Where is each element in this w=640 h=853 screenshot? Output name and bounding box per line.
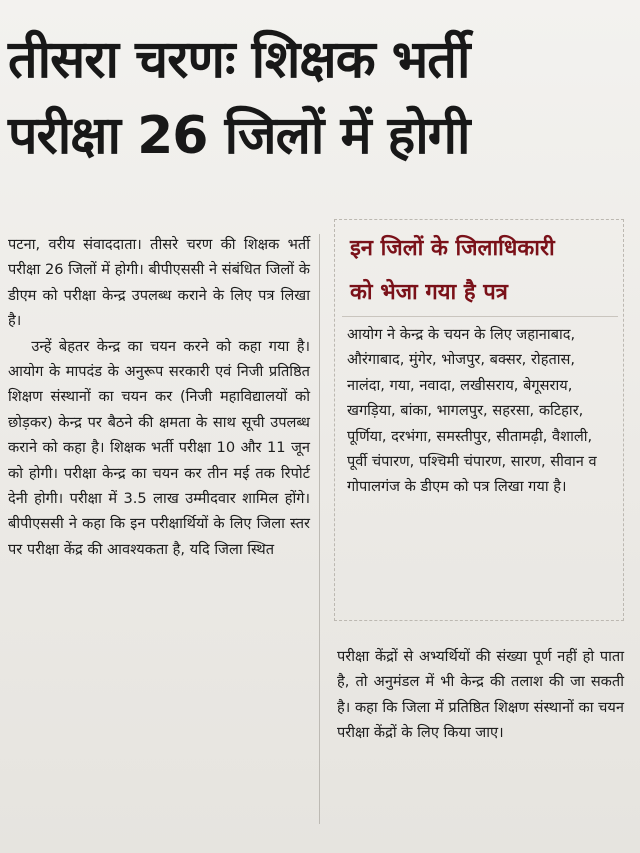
article-left-column bbox=[8, 232, 310, 562]
headline bbox=[8, 22, 632, 174]
sidebar-heading-line-1: इन जिलों के जिलाधिकारी bbox=[350, 236, 555, 261]
article-paragraph-2: उन्हें बेहतर केन्द्र का चयन करने को कहा गया है। आयोग के मापदंड के अनुरूप सरकारी एवं निजी प्रतिष्ठित शिक्षण संस्थानों का चयन कर (निजी महाविद्यालयों को छोड़कर) केन्द्र पर बैठने की क्षमता के साथ सूची उपलब्ध कराने को कहा है। शिक्षक भर्ती परीक्षा 10 और 11 जून को होगी। परीक्षा केन्द्र का चयन कर तीन मई तक रिपोर्ट देनी होगी। परीक्षा में 3.5 लाख उम्मीदवार शामिल होंगे। बीपीएससी ने कहा कि इन परीक्षार्थियों के लिए जिला स्तर पर परीक्षा केंद्र की आवश्यकता है, यदि जिला स्थित bbox=[8, 337, 310, 558]
headline-line-1: तीसरा चरणः शिक्षक भर्ती bbox=[8, 30, 470, 90]
sidebar-heading-line-2: को भेजा गया है पत्र bbox=[350, 280, 508, 305]
sidebar-heading bbox=[350, 227, 620, 315]
sidebar-body: आयोग ने केन्द्र के चयन के लिए जहानाबाद, औरंगाबाद, मुंगेर, भोजपुर, बक्सर, रोहतास, नालंदा, गया, नवादा, लखीसराय, बेगूसराय, खगड़िया, बांका, भागलपुर, सहरसा, कटिहार, पूर्णिया, दरभंगा, समस्तीपुर, सीतामढ़ी, वैशाली, पूर्वी चंपारण, पश्चिमी चंपारण, सारण, सीवान व गोपालगंज के डीएम को पत्र लिखा गया है। bbox=[347, 326, 597, 496]
article-paragraph-1: पटना, वरीय संवाददाता। तीसरे चरण की शिक्षक भर्ती परीक्षा 26 जिलों में होगी। बीपीएससी ने संबंधित जिलों के डीएम को परीक्षा केन्द्र उपलब्ध कराने के लिए पत्र लिखा है। bbox=[8, 236, 310, 330]
sidebar-divider bbox=[342, 316, 618, 317]
headline-line-2: परीक्षा 26 जिलों में होगी bbox=[8, 106, 470, 166]
column-divider bbox=[319, 234, 320, 824]
article-right-column: परीक्षा केंद्रों से अभ्यर्थियों की संख्या पूर्ण नहीं हो पाता है, तो अनुमंडल में भी केन्द्र की तलाश की जा सकती है। कहा कि जिला में प्रतिष्ठित शिक्षण संस्थानों का चयन परीक्षा केंद्रों के लिए किया जाए। bbox=[337, 648, 624, 742]
